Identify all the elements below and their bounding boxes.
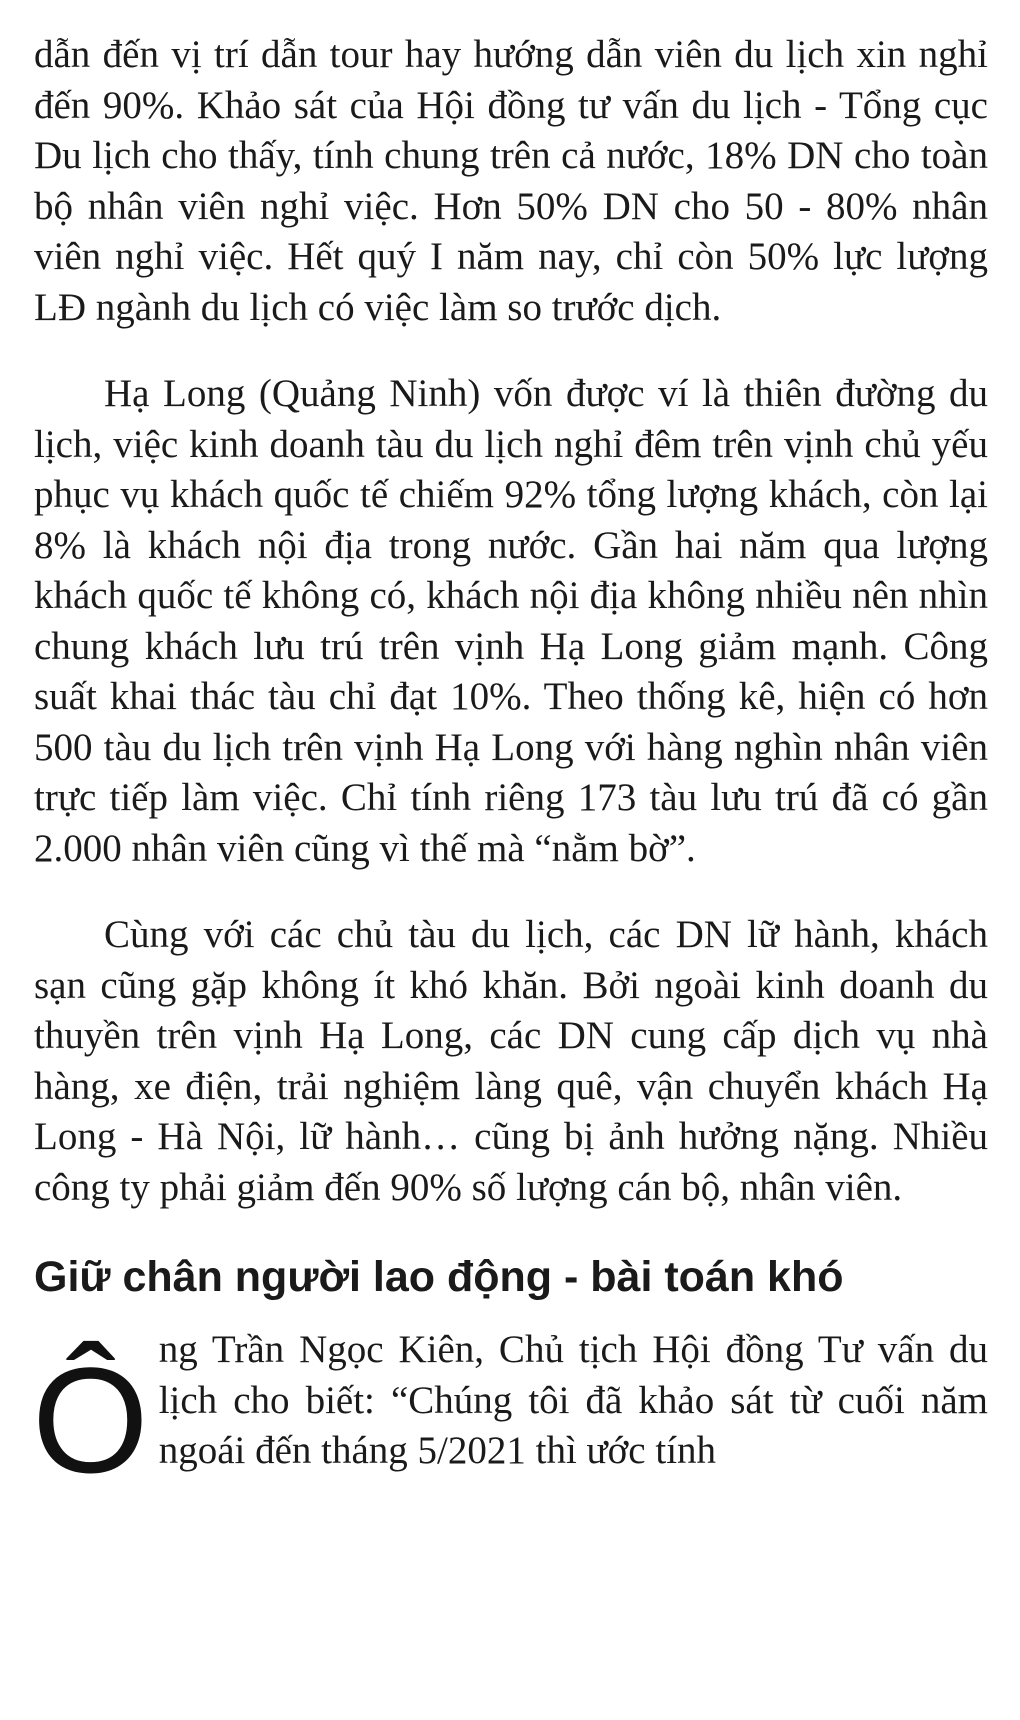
article-paragraph-3: Cùng với các chủ tàu du lịch, các DN lữ hành, khách sạn cũng gặp không ít khó khăn. Bởi ngoài kinh doanh du thuyền trên vịnh Hạ Long, các DN cung cấp dịch vụ nhà hàng, xe điện, trải nghiệm làng quê, vận chuyển khách Hạ Long - Hà Nội, lữ hành… cũng bị ảnh hưởng nặng. Nhiều công ty phải giảm đến 90% số lượng cán bộ, nhân viên. xyxy=(34,913,988,1209)
section-heading: Giữ chân người lao động - bài toán khó xyxy=(34,1253,844,1301)
article-paragraph-4 xyxy=(32,1325,988,1504)
article-paragraph-2: Hạ Long (Quảng Ninh) vốn được ví là thiên đường du lịch, việc kinh doanh tàu du lịch nghỉ đêm trên vịnh chủ yếu phục vụ khách quốc tế chiếm 92% tổng lượng khách, còn lại 8% là khách nội địa trong nước. Gần hai năm qua lượng khách quốc tế không có, khách nội địa không nhiều nên nhìn chung khách lưu trú trên vịnh Hạ Long giảm mạnh. Công suất khai thác tàu chỉ đạt 10%. Theo thống kê, hiện có hơn 500 tàu du lịch trên vịnh Hạ Long với hàng nghìn nhân viên trực tiếp làm việc. Chỉ tính riêng 173 tàu lưu trú đã có gần 2.000 nhân viên cũng vì thế mà “nằm bờ”. xyxy=(34,372,988,870)
article-page xyxy=(34,30,988,1505)
article-paragraph-4-text: ng Trần Ngọc Kiên, Chủ tịch Hội đồng Tư vấn du lịch cho biết: “Chúng tôi đã khảo sát từ cuối năm ngoái đến tháng 5/2021 thì ước tính xyxy=(158,1328,988,1472)
article-paragraph-1: dẫn đến vị trí dẫn tour hay hướng dẫn viên du lịch xin nghỉ đến 90%. Khảo sát của Hội đồng tư vấn du lịch - Tổng cục Du lịch cho thấy, tính chung trên cả nước, 18% DN cho toàn bộ nhân viên nghỉ việc. Hơn 50% DN cho 50 - 80% nhân viên nghỉ việc. Hết quý I năm nay, chỉ còn 50% lực lượng LĐ ngành du lịch có việc làm so trước dịch. xyxy=(34,33,988,329)
drop-cap: Ô xyxy=(32,1336,149,1504)
